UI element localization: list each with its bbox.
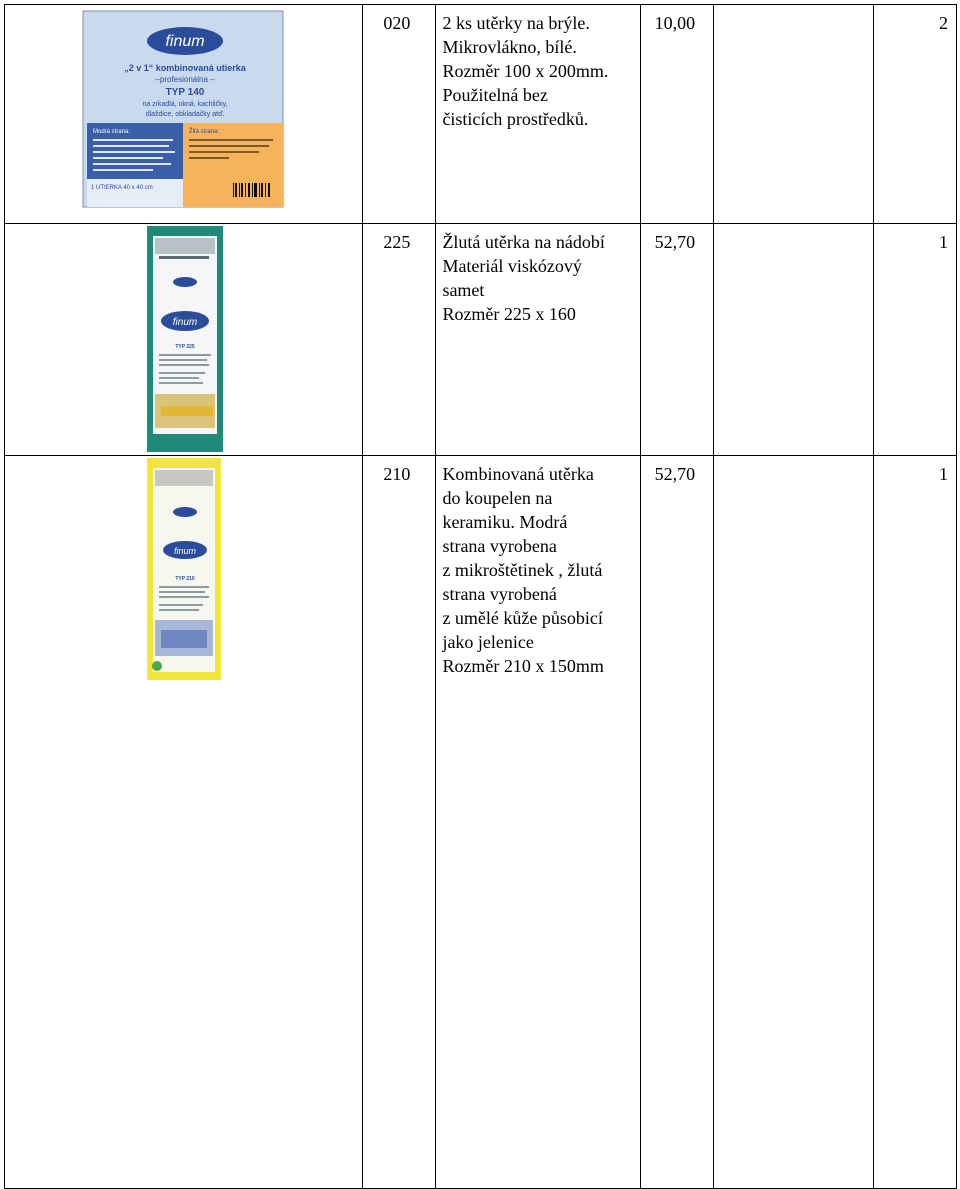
product-code: 225 [363,224,436,456]
product-image-210 [5,456,363,686]
description-line: Materiál viskózový [442,256,582,276]
description-line: strana vyrobena [442,536,557,556]
description-line: Kombinovaná utěrka [442,464,594,484]
package-right-panel-title: Žltá strana: [189,129,220,135]
package-line-2: –profesionálna – [155,75,215,84]
package-line-1: „2 v 1“ kombinovaná utierka [124,63,246,73]
package-left-panel-title: Modrá strana: [93,129,131,135]
product-image-225 [5,224,363,455]
product-price: 52,70 [640,224,713,456]
description-line: Žlutá utěrka na nádobí [442,232,605,252]
table-row [5,224,957,456]
product-table [4,4,957,1189]
package-line-3: TYP 140 [165,87,205,98]
blank-cell [713,224,873,456]
description-line: čisticích prostředků. [442,109,589,129]
table-row [5,5,957,224]
description-line: Rozměr 100 x 200mm. [442,61,609,81]
description-line: jako jelenice [442,632,534,652]
table-row [5,456,957,1189]
description-line: do koupelen na [442,488,553,508]
product-price: 10,00 [640,5,713,224]
product-code: 020 [363,5,436,224]
package-footer: 1 UTIERKA 40 x 40 cm [91,185,153,191]
description-line: Mikrovlákno, bílé. [442,37,577,57]
package-line-5: dlaždice, obkladačky atď. [145,111,225,118]
description-line: Rozměr 225 x 160 [442,304,576,324]
product-description [436,5,640,224]
package-line-4: na zrkadlá, okná, kachličky, [142,101,228,108]
product-qty: 1 [873,224,956,456]
product-image-cell [5,224,363,456]
product-image-cell [5,5,363,224]
description-line: strana vyrobená [442,584,557,604]
package-brand: finum [165,33,205,50]
package-brand: finum [173,546,197,556]
product-description [436,456,640,1189]
blank-cell [713,5,873,224]
product-qty: 1 [873,456,956,1189]
product-code: 210 [363,456,436,1189]
description-line: samet [442,280,485,300]
description-line: z umělé kůže působicí [442,608,603,628]
description-line: keramiku. Modrá [442,512,568,532]
product-qty: 2 [873,5,956,224]
product-image-020 [5,5,363,223]
package-type: TYP 210 [175,576,195,582]
blank-cell [713,456,873,1189]
product-price: 52,70 [640,456,713,1189]
description-line: 2 ks utěrky na brýle. [442,13,590,33]
description-line: Rozměr 210 x 150mm [442,656,604,676]
description-line: z mikroštětinek , žlutá [442,560,603,580]
description-line: Použitelná bez [442,85,548,105]
package-type: TYP 225 [175,344,195,350]
product-image-cell [5,456,363,1189]
package-brand: finum [172,317,198,328]
product-description [436,224,640,456]
